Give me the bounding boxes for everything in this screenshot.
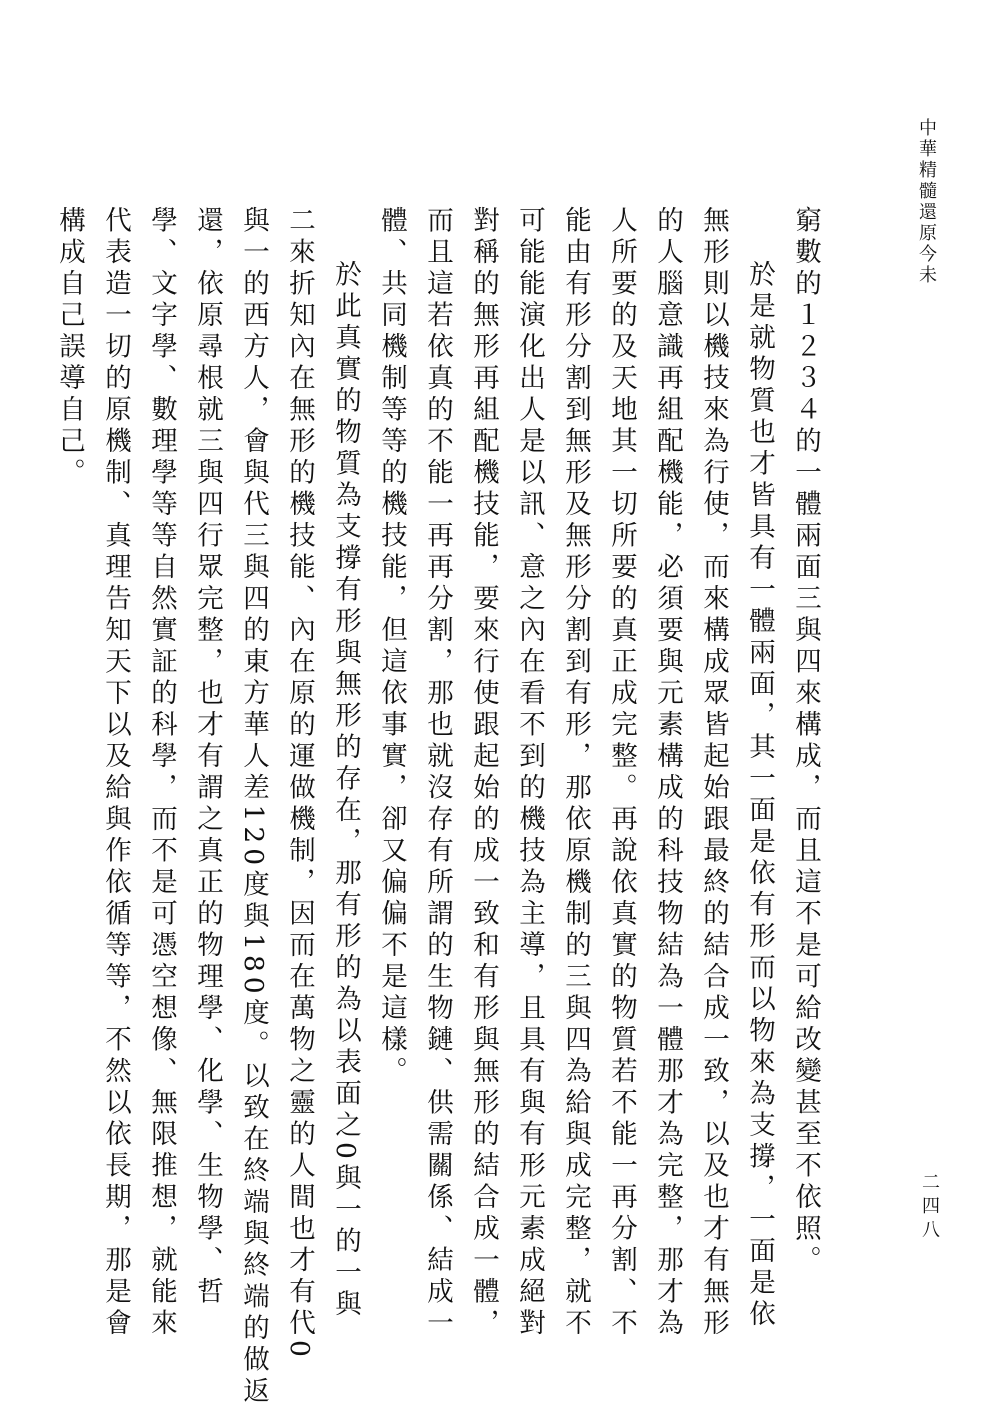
text-column: 二來折知內在無形的機技能、內在原的運做機制，因而在萬物之靈的人間也才有代0 xyxy=(284,206,315,1362)
text-column: 人所要的及天地其一切所要的真正成完整。再說依真實的物質若不能一再分割、不 xyxy=(606,206,637,1340)
text-column: 於是就物質也才皆具有一體兩面，其一面是依有形而以物來為支撐，一面是依 xyxy=(744,260,775,1331)
text-column: 窮數的１２３４的一體兩面三與四來構成，而且這不是可給改變甚至不依照。 xyxy=(790,206,821,1277)
body-text xyxy=(54,206,828,1408)
text-column: 能由有形分割到無形及無形分割到有形，那依原機制的三與四為給與成完整，就不 xyxy=(560,206,591,1340)
text-column: 代表造一切的原機制、真理告知天下以及給與作依循等等，不然以依長期，那是會 xyxy=(100,206,131,1340)
text-column: 學、文字學、數理學等等自然實証的科學，而不是可憑空想像、無限推想，就能來 xyxy=(146,206,177,1340)
text-column: 還，依原尋根就三與四行眾完整，也才有謂之真正的物理學、化學、生物學、哲 xyxy=(192,206,223,1309)
page-number: 二四八 xyxy=(919,1172,940,1244)
text-column: 體、共同機制等等的機技能，但這依事實，卻又偏偏不是這樣。 xyxy=(376,206,407,1088)
text-column: 而且這若依真的不能一再再分割，那也就沒存有所謂的生物鏈、供需關係、結成一 xyxy=(422,206,453,1340)
text-column: 無形則以機技來為行使，而來構成眾皆起始跟最終的結合成一致，以及也才有無形 xyxy=(698,206,729,1340)
text-column: 於此真實的物質為支撐有形與無形的存在，那有形的為以表面之0與一的一與 xyxy=(330,260,361,1322)
text-column: 可能能演化出人是以訊、意之內在看不到的機技為主導，且具有與有形元素成絕對 xyxy=(514,206,545,1340)
running-title: 中華精髓還原今未 xyxy=(916,118,937,286)
text-column: 對稱的無形再組配機技能，要來行使跟起始的成一致和有形與無形的結合成一體， xyxy=(468,206,499,1340)
text-column: 構成自己誤導自己。 xyxy=(54,206,85,490)
text-column: 與一的西方人，會與代三與四的東方華人差120度與180度。以致在終端與終端的做返 xyxy=(238,206,269,1408)
text-column: 的人腦意識再組配機能，必須要與元素構成的科技物結為一體那才為完整，那才為 xyxy=(652,206,683,1340)
